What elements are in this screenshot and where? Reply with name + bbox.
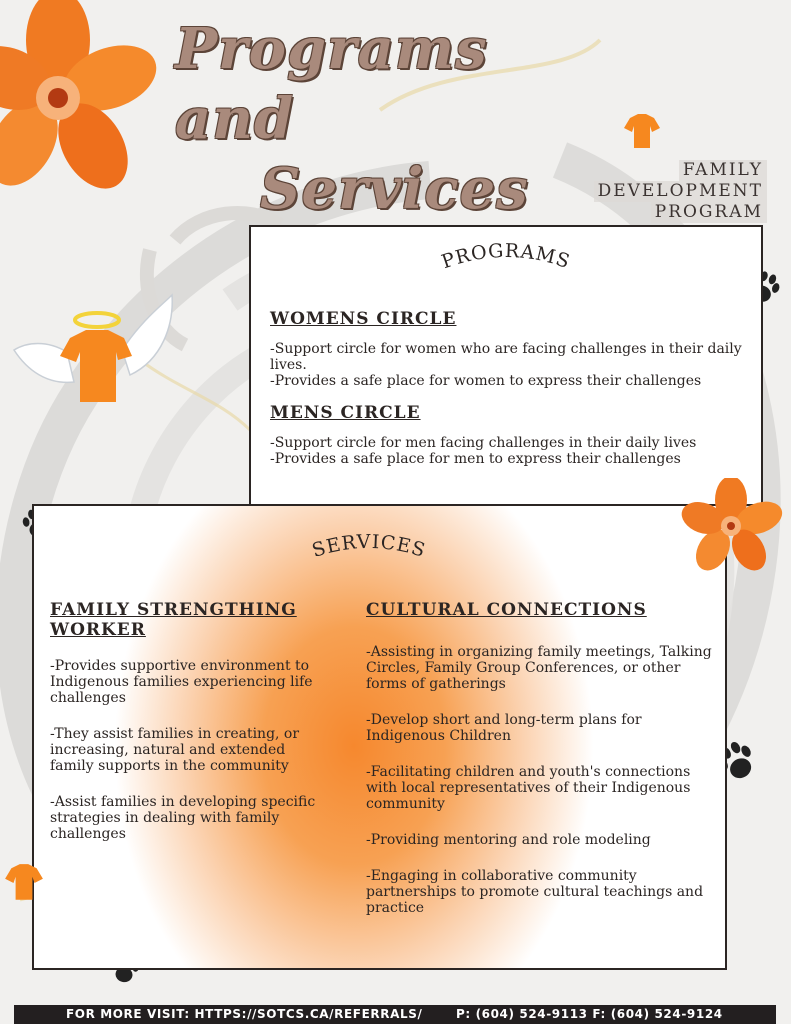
angel-shirt-icon	[12, 290, 182, 410]
svg-text:SERVICES	[310, 531, 429, 562]
mens-circle-line-2: -Provides a safe place for men to express their challenges	[270, 451, 681, 467]
orange-shirt-icon	[622, 112, 662, 152]
program-label-line-2: DEVELOPMENT	[594, 181, 767, 202]
mens-circle-heading: MENS CIRCLE	[270, 403, 421, 423]
list-item: -They assist families in creating, or increasing, natural and extended family supports in the community	[50, 726, 300, 774]
program-label-line-1: FAMILY	[679, 160, 767, 181]
title-line-1: Programs and	[175, 16, 488, 152]
programs-title-text: PROGRAMS	[438, 239, 574, 274]
list-item: -Assist families in developing specific strategies in dealing with family challenges	[50, 794, 316, 842]
womens-circle-line-2: -Provides a safe place for women to express their challenges	[270, 373, 702, 389]
programs-content	[270, 309, 760, 467]
page-title	[175, 14, 615, 224]
footer-website[interactable]: FOR MORE VISIT: HTTPS://SOTCS.CA/REFERRALS/	[66, 1007, 423, 1021]
list-item: -Providing mentoring and role modeling	[366, 832, 651, 848]
womens-circle-heading: WOMENS CIRCLE	[270, 309, 457, 329]
title-line-2: Services	[260, 156, 529, 222]
footer-phone-fax: P: (604) 524-9113 F: (604) 524-9124	[456, 1007, 723, 1021]
services-title	[264, 514, 474, 574]
list-item: -Develop short and long-term plans for Indigenous Children	[366, 712, 642, 744]
mens-circle-line-1: -Support circle for men facing challenges in their daily lives	[270, 435, 697, 451]
cultural-connections-column	[366, 600, 716, 936]
services-section	[32, 504, 727, 970]
program-label	[567, 160, 767, 223]
programs-section	[249, 225, 763, 506]
cultural-connections-heading: CULTURAL CONNECTIONS	[366, 600, 647, 620]
womens-circle-line-1: -Support circle for women who are facing challenges in their daily lives.	[270, 341, 742, 373]
family-strengthing-column	[50, 600, 330, 862]
orange-shirt-icon	[2, 862, 46, 904]
list-item: -Provides supportive environment to Indigenous families experiencing life challenges	[50, 658, 313, 706]
svg-text:PROGRAMS	[439, 240, 573, 273]
family-strengthing-heading: FAMILY STRENGTHING WORKER	[50, 600, 297, 640]
program-label-line-3: PROGRAM	[651, 202, 767, 223]
programs-title	[401, 227, 611, 287]
list-item: -Engaging in collaborative community partnerships to promote cultural teachings and practice	[366, 868, 704, 916]
list-item: -Assisting in organizing family meetings, Talking Circles, Family Group Conferences, or other forms of gatherings	[366, 644, 712, 692]
orange-flower-icon	[676, 478, 786, 578]
list-item: -Facilitating children and youth's connections with local representatives of their Indigenous community	[366, 764, 691, 812]
orange-flower-icon	[0, 0, 160, 220]
footer-bar	[14, 1005, 776, 1024]
services-title-text: SERVICES	[309, 530, 429, 562]
